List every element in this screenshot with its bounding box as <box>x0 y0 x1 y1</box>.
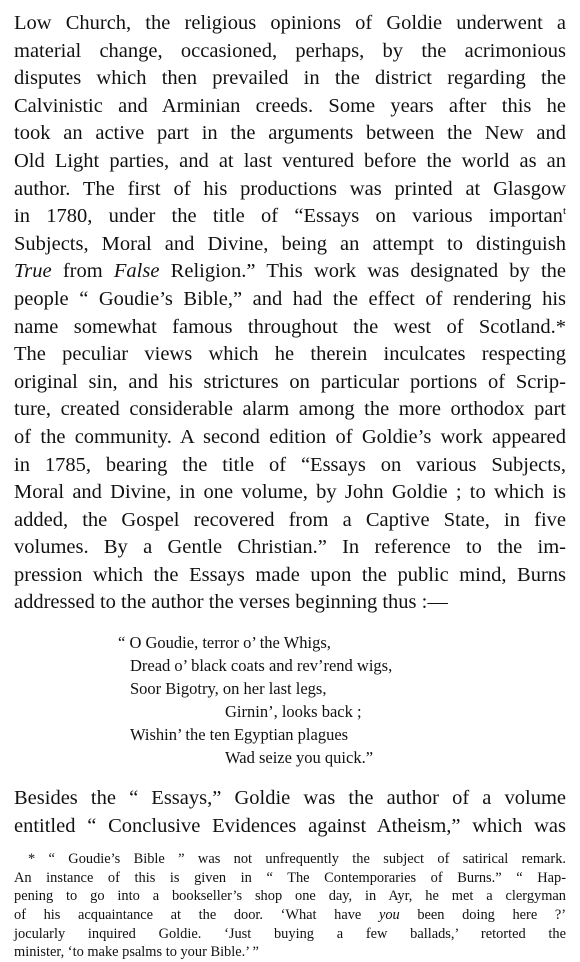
footnote-line <box>14 906 566 925</box>
body-line: material change, occasioned, perhaps, by the acrimonious <box>14 39 566 62</box>
poem-line: Soor Bigotry, on her last legs, <box>130 679 327 699</box>
body-line: addressed to the author the verses beginning thus :— <box>14 591 448 614</box>
footnote <box>14 850 566 962</box>
body-line: Besides the “ Essays,” Goldie was the author of a volume <box>14 787 566 810</box>
body-line: took an active part in the arguments between the New and <box>14 122 566 145</box>
body-line: in 1785, bearing the title of “Essays on various Subjects, <box>14 453 566 476</box>
body-line-text: Religion.” This work was designated by the <box>170 260 567 283</box>
body-line: ture, created considerable alarm among the more orthodox part <box>14 398 566 421</box>
italic-false: False <box>113 260 160 283</box>
body-line: Old Light parties, and at last ventured before the world as an <box>14 149 566 172</box>
continued-paragraph <box>14 785 566 840</box>
body-line: Moral and Divine, in one volume, by John Goldie ; to which is <box>14 481 566 504</box>
italic-true: True <box>14 260 52 283</box>
body-line: Subjects, Moral and Divine, being an attempt to distinguish <box>14 232 566 255</box>
footnote-line: An instance of this is given in “ The Contemporaries of Burns.” “ Hap- <box>14 869 566 886</box>
body-line: name somewhat famous throughout the west of Scotland.* <box>14 315 566 338</box>
body-paragraph <box>14 10 566 617</box>
body-line-text: in 1780, under the title of “Essays on various importan <box>14 205 563 228</box>
body-line <box>14 258 566 286</box>
footnote-line: pening to go into a bookseller’s shop one day, in Ayr, he met a clergyman <box>14 888 566 905</box>
body-line: volumes. By a Gentle Christian.” In reference to the im- <box>14 536 566 559</box>
body-line: of the community. A second edition of Goldie’s work appeared <box>14 425 566 448</box>
footnote-line: minister, ‘to make psalms to your Bible.’ ” <box>14 944 259 961</box>
superscript-t: t <box>562 205 566 218</box>
italic-you: you <box>378 907 400 924</box>
body-line: entitled “ Conclusive Evidences against Atheism,” which was <box>14 814 566 837</box>
poem-quotation <box>118 631 580 769</box>
poem-line: “ O Goudie, terror o’ the Whigs, <box>118 633 331 653</box>
body-line: original sin, and his strictures on particular portions of Scrip- <box>14 370 566 393</box>
body-line: pression which the Essays made upon the public mind, Burns <box>14 563 566 586</box>
body-line: author. The first of his productions was printed at Glasgow <box>14 177 566 200</box>
body-line: Calvinistic and Arminian creeds. Some years after this he <box>14 94 566 117</box>
footnote-line-text: been doing here ?’ <box>417 907 566 924</box>
footnote-line: jocularly inquired Goldie. ‘Just buying a few ballads,’ retorted the <box>14 925 566 942</box>
body-line-text: from <box>62 260 103 283</box>
footnote-line-text: of his acquaintance at the door. ‘What have <box>14 907 362 924</box>
body-line: Low Church, the religious opinions of Goldie underwent a <box>14 12 566 34</box>
body-line: people “ Goudie’s Bible,” and had the effect of rendering his <box>14 287 566 310</box>
poem-line: Wishin’ the ten Egyptian plagues <box>130 725 349 745</box>
footnote-line: * “ Goudie’s Bible ” was not unfrequently the subject of satirical remark. <box>28 851 566 868</box>
body-line: The peculiar views which he therein inculcates respecting <box>14 343 566 366</box>
book-page <box>14 10 566 962</box>
body-line: added, the Gospel recovered from a Captive State, in five <box>14 508 566 531</box>
poem-line: Dread o’ black coats and rev’rend wigs, <box>130 656 393 676</box>
body-line <box>14 203 566 231</box>
poem-line: Girnin’, looks back ; <box>225 702 362 722</box>
body-line: disputes which then prevailed in the district regarding the <box>14 67 566 90</box>
poem-line: Wad seize you quick.” <box>225 748 374 768</box>
